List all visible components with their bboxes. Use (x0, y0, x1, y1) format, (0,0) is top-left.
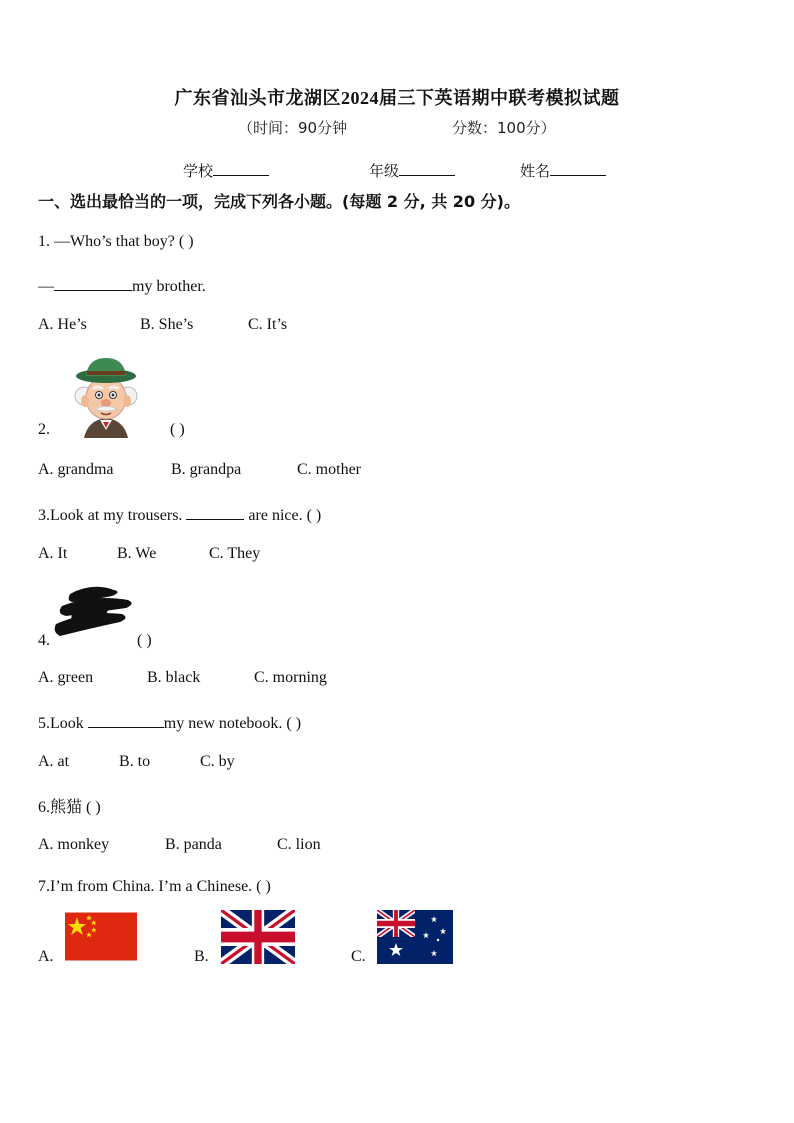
option-c[interactable]: C. lion (277, 836, 321, 853)
question-5-suffix: my new notebook. ( ) (163, 715, 302, 732)
option-b[interactable]: B. She’s (140, 316, 194, 333)
grandpa-cartoon-icon (70, 356, 142, 438)
question-5-stem (38, 711, 301, 733)
uk-flag-icon[interactable] (221, 910, 295, 964)
question-5-options (38, 753, 235, 771)
question-3-prefix: 3.Look at my trousers. (38, 507, 183, 524)
option-a[interactable]: A. green (38, 669, 94, 686)
question-2-number: 2. (38, 421, 50, 438)
option-c[interactable]: C. by (200, 753, 235, 770)
question-5-blank[interactable] (88, 711, 164, 728)
option-a-label[interactable]: A. (38, 948, 54, 965)
australia-flag-icon[interactable] (377, 910, 453, 964)
question-4-number: 4. (38, 632, 50, 649)
option-a[interactable]: A. He’s (38, 316, 87, 333)
option-c[interactable]: C. They (209, 545, 261, 562)
name-field[interactable] (520, 159, 606, 181)
question-2-paren: ( ) (170, 421, 185, 438)
option-b[interactable]: B. grandpa (171, 461, 242, 478)
option-b[interactable]: B. panda (165, 836, 222, 853)
question-5-prefix: 5.Look (38, 715, 84, 732)
option-a[interactable]: A. at (38, 753, 70, 770)
option-c[interactable]: C. morning (254, 669, 327, 686)
question-1-answer-line (38, 274, 206, 296)
question-2-options (38, 461, 361, 479)
page-title: 广东省汕头市龙湖区2024届三下英语期中联考模拟试题 (174, 88, 620, 108)
china-flag-icon[interactable] (65, 910, 137, 963)
question-3-suffix: are nice. ( ) (248, 507, 322, 524)
option-b[interactable]: B. black (147, 669, 201, 686)
answer-dash: — (38, 278, 54, 295)
question-1-blank[interactable] (54, 274, 132, 291)
option-c[interactable]: C. mother (297, 461, 361, 478)
grade-field[interactable] (369, 159, 455, 181)
school-field[interactable] (183, 159, 269, 181)
school-label: 学校 (183, 162, 214, 180)
grade-label: 年级 (369, 162, 400, 180)
question-3-options (38, 545, 260, 563)
question-4-options (38, 669, 327, 687)
option-a[interactable]: A. It (38, 545, 68, 562)
option-b[interactable]: B. We (117, 545, 157, 562)
question-1-stem: 1. —Who’s that boy? ( ) (38, 233, 194, 250)
question-1-options (38, 316, 287, 334)
name-label: 姓名 (520, 162, 551, 180)
option-c-label[interactable]: C. (351, 948, 366, 965)
black-brush-stroke-icon (52, 580, 136, 642)
question-3-stem (38, 503, 321, 525)
option-b-label[interactable]: B. (194, 948, 209, 965)
question-3-blank[interactable] (186, 503, 244, 520)
option-a[interactable]: A. monkey (38, 836, 110, 853)
question-6-options (38, 836, 321, 854)
question-7-stem: 7.I’m from China. I’m a Chinese. ( ) (38, 878, 271, 895)
option-c[interactable]: C. It’s (248, 316, 288, 333)
school-blank[interactable] (213, 159, 269, 176)
exam-time: （时间：90分钟 (238, 119, 348, 137)
option-b[interactable]: B. to (119, 753, 151, 770)
exam-score: 分数：100分） (452, 119, 556, 137)
option-a[interactable]: A. grandma (38, 461, 114, 478)
grade-blank[interactable] (399, 159, 455, 176)
question-4-paren: ( ) (137, 632, 152, 649)
question-6-stem: 6.熊猫 ( ) (38, 799, 101, 816)
section-heading: 一、选出最恰当的一项，完成下列各小题。(每题 2 分, 共 20 分)。 (38, 192, 520, 211)
name-blank[interactable] (550, 159, 606, 176)
answer-suffix: my brother. (132, 278, 206, 295)
